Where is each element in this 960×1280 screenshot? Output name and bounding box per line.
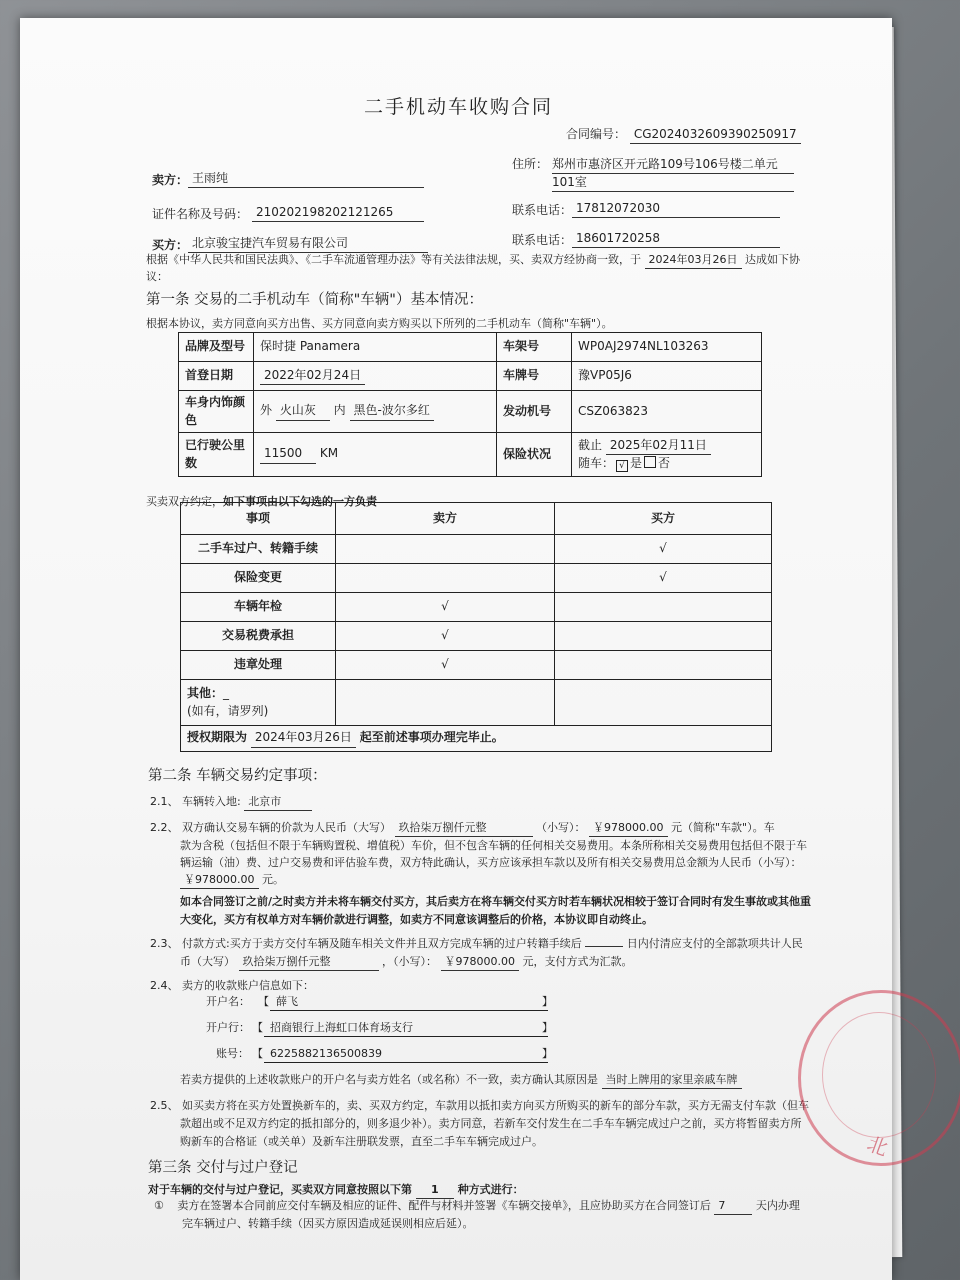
account-bank-label: 开户行： [206, 1021, 250, 1034]
account-name-line [270, 1010, 548, 1011]
account-name: 薛飞 [276, 995, 298, 1008]
article-3-item-b: 天内办理 [755, 1199, 800, 1212]
buyer-phone: 18601720258 [572, 230, 780, 248]
first-reg-cell [254, 362, 497, 391]
price-adjustment-line-2: 大变化，买方有权单方对车辆价款进行调整，如卖方不同意该调整后的价格，本协议即自动终止。 [180, 913, 653, 926]
row-item: 保险变更 [181, 564, 336, 593]
insurance-with-car: 随车： [578, 456, 615, 470]
account-number-close: 】 [542, 1047, 553, 1060]
article-3-item-line-2: 完车辆过户、转籍手续（因买方原因造成延误则相应后延）。 [182, 1217, 474, 1230]
contract-number-row [566, 126, 801, 144]
clause-2-2-line-2: 款为含税（包括但不限于车辆购置税、增值税）车价，但不包含车辆的任何相关交易费用。本条所称相关交易费用包括但不限于车 [180, 839, 807, 852]
yes-checkbox[interactable]: √ [616, 460, 628, 472]
account-number-line [264, 1062, 548, 1063]
deadline-date: 2024年03月26日 [251, 729, 356, 747]
color-int-prefix: 内 [333, 403, 346, 418]
row-item: 违章处理 [181, 651, 336, 680]
total-amount: ￥978000.00 [180, 872, 259, 889]
other-cell [181, 680, 336, 726]
clause-2-2-c: 元（简称"车款"）。车 [671, 821, 775, 834]
clause-2-5-line-2: 款超出或不足双方约定的抵扣部分的，则多退少补）。卖方同意，若新车交付发生在二手车车辆完成过户之前，买方将暂留卖方所 [180, 1117, 802, 1130]
article-3-way: 1 [416, 1182, 454, 1199]
account-bank-open: 【 [252, 1021, 263, 1034]
color-label-1: 车身内饰颜 [185, 395, 246, 410]
row-buyer-check: √ [555, 535, 772, 564]
color-cell [254, 391, 497, 433]
vin-label: 车架号 [497, 333, 572, 362]
mileage-value: 11500 [260, 445, 316, 463]
clause-2-2-a: 双方确认交易车辆的价款为人民币（大写） [182, 821, 391, 834]
mileage-label-1: 已行驶公里 [185, 438, 246, 453]
clause-2-5-line-1 [150, 1098, 809, 1114]
color-interior: 黑色-波尔多红 [350, 402, 434, 420]
article-2-heading: 第二条 车辆交易约定事项： [148, 768, 327, 784]
table-row [181, 593, 772, 622]
table-row [181, 651, 772, 680]
preamble-tail: 议： [146, 270, 168, 283]
table-row [181, 564, 772, 593]
address-line-2: 101室 [552, 174, 794, 192]
clause-2-3-line-1 [150, 936, 803, 952]
account-number-open: 【 [252, 1047, 263, 1060]
account-mismatch [180, 1072, 742, 1089]
contract-number: CG2024032609390250917 [630, 126, 801, 144]
clause-2-3-a: 付款方式:买方于卖方交付车辆及随车相关文件并且双方完成车辆的过户转籍手续后 [182, 937, 582, 950]
header-seller: 卖方 [336, 503, 555, 535]
clause-2-3-e: 元，支付方式为汇款。 [522, 955, 633, 968]
account-bank-close: 】 [542, 1021, 553, 1034]
row-buyer-check [555, 651, 772, 680]
matrix-intro-text: 买卖双方约定， [146, 495, 223, 508]
clause-2-5-text-1: 如买卖方将在买方处置换新车的，卖、买双方约定，车款用以抵扣卖方向买方所购买的新车的部分车款，买方无需支付车款（但车 [182, 1099, 809, 1112]
total-unit: 元。 [262, 873, 284, 886]
mileage-cell [254, 433, 497, 477]
plate-value: 豫VP05J6 [572, 362, 762, 391]
row-item: 交易税费承担 [181, 622, 336, 651]
account-number-label: 账号： [216, 1047, 249, 1060]
first-reg-value: 2022年02月24日 [260, 367, 365, 385]
document-title: 二手机动车收购合同 [364, 96, 554, 118]
article-1-heading: 第一条 交易的二手机动车（简称"车辆"）基本情况： [146, 292, 483, 308]
clause-2-2-num: 2.2、 [150, 821, 179, 834]
clause-2-5-line-3: 购新车的合格证（或关单）及新车注册联发票，直至二手车车辆完成过户。 [180, 1135, 543, 1148]
id-number: 210202198202121265 [252, 204, 424, 222]
insurance-cell [572, 433, 762, 477]
row-buyer-check [555, 622, 772, 651]
buyer-phone-label: 联系电话： [512, 233, 573, 247]
clause-2-2-b: （小写）： [536, 821, 586, 834]
preamble-text: 根据《中华人民共和国民法典》、《二手车流通管理办法》等有关法律法规，买、卖双方经协商一致，于 [146, 253, 641, 266]
other-seller [336, 680, 555, 726]
preamble-date: 2024年03月26日 [645, 252, 742, 269]
other-value: _ [223, 686, 230, 701]
seller-name: 王雨纯 [188, 170, 424, 188]
row-buyer-check: √ [555, 564, 772, 593]
article-3-intro-a: 对于车辆的交付与过户登记，买卖双方同意按照以下第 [148, 1183, 412, 1196]
responsibility-table [180, 502, 772, 752]
clause-2-3-line-2 [180, 954, 633, 971]
preamble [146, 252, 800, 269]
article-3-intro [148, 1182, 524, 1199]
article-3-item-line-1 [154, 1198, 800, 1215]
row-item: 二手车过户、转籍手续 [181, 535, 336, 564]
contract-number-label: 合同编号： [566, 127, 627, 141]
payment-chinese: 玖拾柒万捌仟元整 [239, 954, 379, 971]
engine-value: CSZ063823 [572, 391, 762, 433]
clause-2-3-num: 2.3、 [150, 937, 179, 950]
row-seller-check: √ [336, 622, 555, 651]
clause-2-3-b: 日内付清应支付的全部款项共计人民 [626, 937, 803, 950]
article-3-intro-b: 种方式进行： [457, 1183, 524, 1196]
clause-2-4-label: 卖方的收款账户信息如下： [182, 979, 314, 992]
insurance-label: 保险状况 [497, 433, 572, 477]
transfer-city: 北京市 [244, 794, 312, 811]
clause-2-1-label: 车辆转入地: [182, 795, 241, 808]
no-label: 否 [658, 456, 671, 470]
row-buyer-check [555, 593, 772, 622]
mileage-label-2: 数 [185, 455, 198, 470]
article-1-intro: 根据本协议，卖方同意向买方出售、买方同意向卖方购买以下所列的二手机动车（简称"车辆"）。 [146, 317, 613, 330]
table-row [181, 622, 772, 651]
account-mismatch-reason: 当时上牌用的家里亲戚车牌 [602, 1072, 742, 1089]
account-name-close: 】 [542, 995, 553, 1008]
header-item: 事项 [181, 503, 336, 535]
mileage-label [179, 433, 254, 477]
clause-2-5-num: 2.5、 [150, 1099, 179, 1112]
vin-value: WP0AJ2974NL103263 [572, 333, 762, 362]
account-mismatch-text: 若卖方提供的上述收款账户的开户名与卖方姓名（或名称）不一致，卖方确认其原因是 [180, 1073, 598, 1086]
other-buyer [555, 680, 772, 726]
article-3-days: 7 [714, 1198, 752, 1215]
header-buyer: 买方 [555, 503, 772, 535]
mileage-unit: KM [319, 446, 339, 461]
table-row [181, 535, 772, 564]
payment-amount: ￥978000.00 [441, 954, 520, 971]
brand-label: 品牌及型号 [179, 333, 254, 362]
clause-2-1 [150, 794, 312, 811]
payment-days [585, 946, 623, 947]
price-adjustment-line-1: 如本合同签订之前/之时卖方并未将车辆交付买方，其后卖方在将车辆交付买方时若车辆状况相较于签订合同时有发生事故或其他重 [180, 895, 812, 908]
other-note: (如有，请罗列) [187, 703, 269, 718]
brand-value: 保时捷 Panamera [254, 333, 497, 362]
article-3-item-num: ① [154, 1199, 164, 1212]
red-seal-text: 北 [863, 1131, 891, 1161]
row-seller-check [336, 535, 555, 564]
seller-phone-label: 联系电话： [512, 203, 573, 217]
insurance-date-prefix: 截止 [578, 437, 603, 452]
clause-2-4 [150, 978, 314, 994]
article-3-heading: 第三条 交付与过户登记 [148, 1160, 298, 1176]
insurance-date: 2025年02月11日 [606, 437, 711, 455]
color-label [179, 391, 254, 433]
first-reg-label: 首登日期 [179, 362, 254, 391]
id-label: 证件名称及号码： [152, 207, 249, 221]
row-seller-check: √ [336, 651, 555, 680]
red-seal-inner-ring [822, 1012, 936, 1138]
preamble-end: 达成如下协 [745, 253, 800, 266]
account-name-open: 【 [258, 995, 269, 1008]
vehicle-info-table [178, 332, 762, 477]
no-checkbox[interactable] [644, 456, 656, 468]
seller-label: 卖方： [152, 173, 189, 187]
buyer-name: 北京骏宝捷汽车贸易有限公司 [188, 235, 428, 253]
clause-2-2-line-4 [180, 872, 284, 889]
clause-2-3-d: ，（小写）： [382, 955, 437, 968]
clause-2-4-num: 2.4、 [150, 979, 179, 992]
clause-2-3-c: 币（大写） [180, 955, 235, 968]
row-seller-check [336, 564, 555, 593]
account-bank: 招商银行上海虹口体育场支行 [270, 1021, 413, 1034]
price-chinese: 玖拾柒万捌仟元整 [395, 820, 533, 837]
row-seller-check: √ [336, 593, 555, 622]
row-item: 车辆年检 [181, 593, 336, 622]
clause-2-2-line-3: 辆运输（油）费、过户交易费和评估验车费，双方特此确认，买方应该承担车款以及所有相关交易费用总金额为人民币（小写）： [180, 856, 802, 869]
buyer-label: 买方： [152, 238, 189, 252]
deadline-tail: 起至前述事项办理完毕止。 [359, 730, 504, 745]
account-name-label: 开户名： [206, 995, 250, 1008]
engine-label: 发动机号 [497, 391, 572, 433]
address-label: 住所： [512, 157, 549, 171]
yes-label: 是 [630, 456, 643, 470]
matrix-intro-bold: 如下事项由以下勾选的一方负责 [223, 495, 377, 508]
address-line-1: 郑州市惠济区开元路109号106号楼二单元 [552, 156, 794, 174]
contract-page [20, 18, 892, 1280]
price-amount: ￥978000.00 [589, 820, 668, 837]
clause-2-1-num: 2.1、 [150, 795, 179, 808]
seller-phone: 17812072030 [572, 200, 780, 218]
clause-2-2-line-1 [150, 820, 775, 837]
account-number: 6225882136500839 [270, 1047, 382, 1060]
color-exterior: 火山灰 [276, 402, 330, 420]
deadline-cell [181, 726, 772, 752]
plate-label: 车牌号 [497, 362, 572, 391]
article-3-item-a: 卖方在签署本合同前应交付车辆及相应的证件、配件与材料并签署《车辆交接单》，且应协助买方在合同签订后 [177, 1199, 711, 1212]
color-ext-prefix: 外 [260, 403, 273, 418]
color-label-2: 色 [185, 412, 198, 427]
deadline-label: 授权期限为 [187, 730, 248, 745]
other-label: 其他： [187, 686, 224, 701]
account-bank-line [264, 1036, 548, 1037]
